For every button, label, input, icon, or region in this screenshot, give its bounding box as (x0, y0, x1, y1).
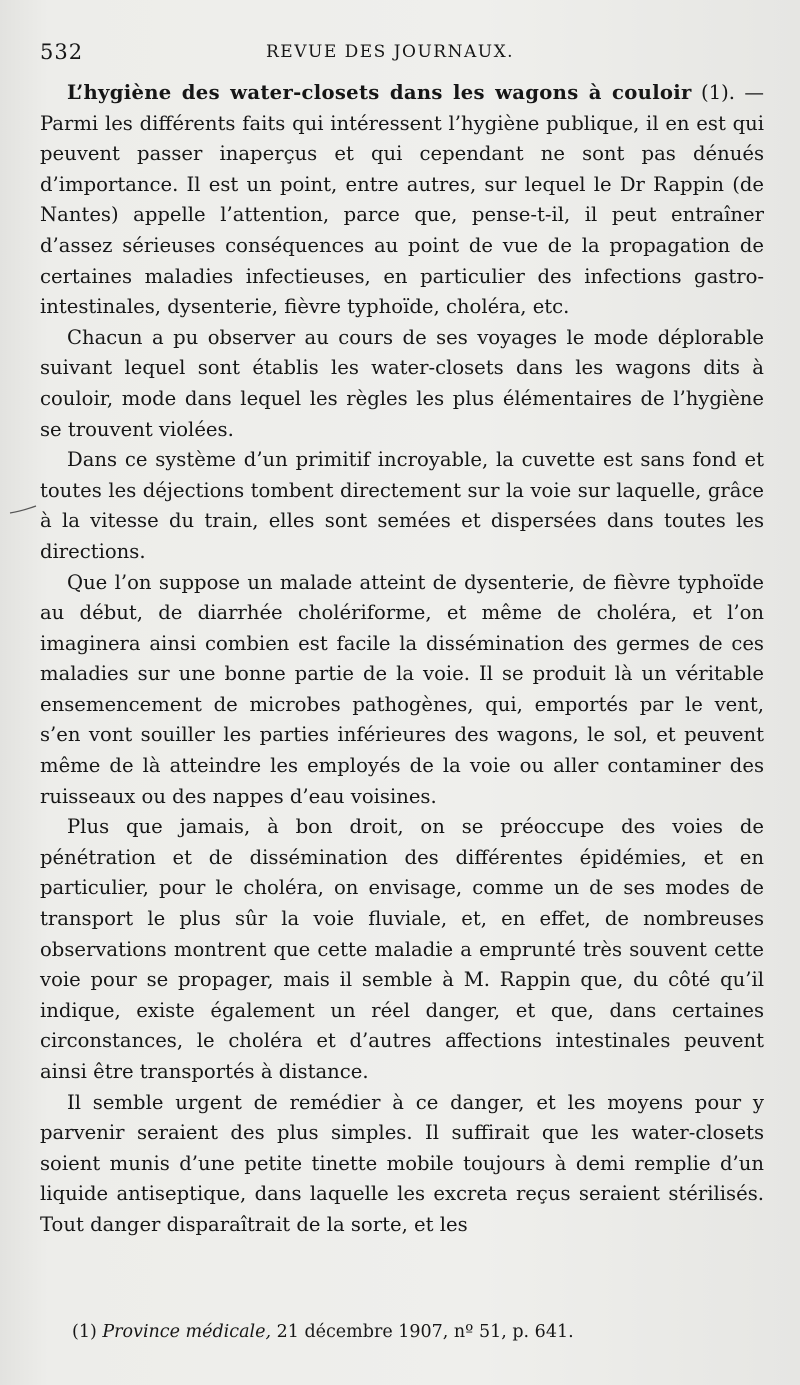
paragraph: Dans ce système d’un primitif incroyable, la cuvette est sans fond et toutes les déjections tombent directement sur la voie sur laquelle, grâce à la vitesse du train, elles sont semées et dispersées dans toutes les directions. (40, 448, 764, 563)
footnote-reference: (1). (701, 81, 736, 104)
paragraph-text: Parmi les différents faits qui intéressent l’hygiène publique, il en est qui peuvent passer inaperçus et qui cependant ne sont pas dénués d’importance. Il est un point, entre autres, sur lequel le Dr Rappin (de Nantes) appelle l’attention, parce que, pense-t-il, il peut entraîner d’assez sérieuses conséquences au point de vue de la propagation de certaines maladies infectieuses, en particulier des infections gastro-intestinales, dysenterie, fièvre typhoïde, choléra, etc. (40, 111, 764, 319)
article-title: L’hygiène des water-closets dans les wagons à couloir (67, 81, 692, 104)
footnote-marker: (1) (72, 1322, 97, 1342)
paragraph: Plus que jamais, à bon droit, on se préoccupe des voies de pénétration et de dissémination des différentes épidémies, et en particulier, pour le choléra, on envisage, comme un de ses modes de transport le plus sûr la voie fluviale, et, en effet, de nombreuses observations montrent que cette maladie a emprunté très souvent cette voie pour se propager, mais il semble à M. Rappin que, du côté qu’il indique, existe également un réel danger, et que, dans certaines circonstances, le choléra et d’autres affections intestinales peuvent ainsi être transportés à distance. (40, 815, 764, 1083)
footnote-journal: Province médicale, (102, 1322, 272, 1342)
paragraph: Il semble urgent de remédier à ce danger, et les moyens pour y parvenir seraient des plus simples. Il suffirait que les water-closets soient munis d’une petite tinette mobile toujours à demi remplie d’un liquide antiseptique, dans laquelle les excreta reçus seraient stérilisés. Tout danger disparaîtrait de la sorte, et les (40, 1090, 764, 1236)
page-header (40, 40, 760, 70)
footnote-details: 21 décembre 1907, nº 51, p. 641. (276, 1322, 574, 1342)
paragraph: Chacun a pu observer au cours de ses voyages le mode déplorable suivant lequel sont établis les water-closets dans les wagons dits à couloir, mode dans lequel les règles les plus élémentaires de l’hygiène se trouvent violées. (40, 325, 764, 441)
running-head: REVUE DES JOURNAUX. (266, 42, 515, 62)
paragraph: Que l’on suppose un malade atteint de dysenterie, de fièvre typhoïde au début, de diarrhée cholériforme, et même de choléra, et l’on imaginera ainsi combien est facile la dissémination des germes de ces maladies sur une bonne partie de la voie. Il se produit là un véritable ensemencement de microbes pathogènes, qui, emportés par le vent, s’en vont souiller les parties inférieures des wagons, le sol, et peuvent même de là atteindre les employés de la voie ou aller contaminer des ruisseaux ou des nappes d’eau voisines. (40, 570, 764, 808)
footnote (72, 1320, 574, 1344)
paragraph: L’hygiène des water-closets dans les wagons à couloir (1). — Parmi les différents faits qui intéressent l’hygiène publique, il en est qui peuvent passer inaperçus et qui cependant ne sont pas dénués d’importance. Il est un point, entre autres, sur lequel le Dr Rappin (de Nantes) appelle l’attention, parce que, pense-t-il, il peut entraîner d’assez sérieuses conséquences au point de vue de la propagation de certaines maladies infectieuses, en particulier des infections gastro-intestinales, dysenterie, fièvre typhoïde, choléra, etc. (40, 81, 764, 319)
margin-pencil-mark (8, 505, 38, 515)
article-body (40, 78, 764, 1241)
page-number: 532 (40, 40, 84, 64)
